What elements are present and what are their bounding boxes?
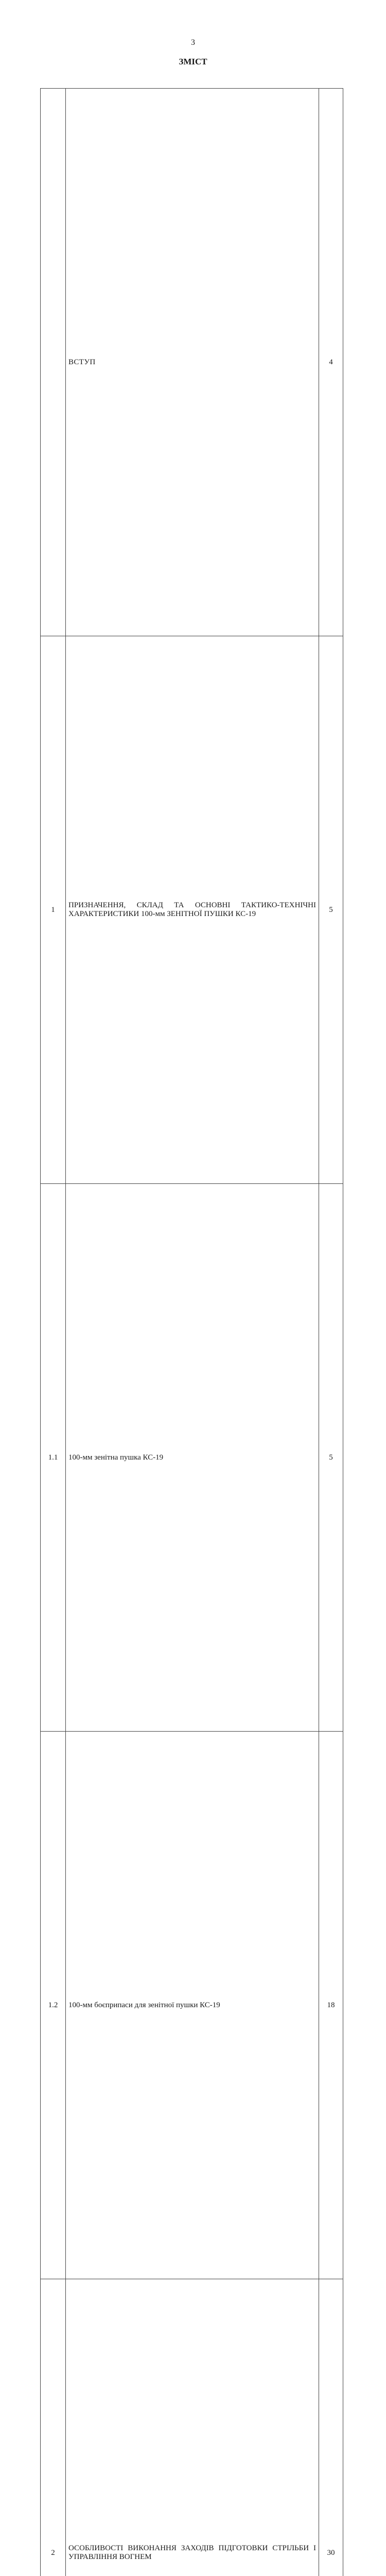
toc-row[interactable] bbox=[41, 1184, 343, 1732]
page-number: 3 bbox=[0, 38, 386, 47]
toc-row[interactable] bbox=[41, 1732, 343, 2279]
toc-row[interactable] bbox=[41, 89, 343, 636]
toc-row-number: 2 bbox=[41, 2279, 66, 2576]
toc-row-page: 4 bbox=[319, 89, 343, 636]
toc-row-number: 1 bbox=[41, 636, 66, 1184]
table-of-contents bbox=[40, 88, 343, 2576]
toc-row-title: ВСТУП bbox=[66, 89, 319, 636]
toc-row-number: 1.1 bbox=[41, 1184, 66, 1732]
toc-row[interactable] bbox=[41, 2279, 343, 2576]
toc-row-title: 100-мм боєприпаси для зенітної пушки КС-19 bbox=[66, 1732, 319, 2279]
toc-row-title: ОСОБЛИВОСТІ ВИКОНАННЯ ЗАХОДІВ ПІДГОТОВКИ СТРІЛЬБИ І УПРАВЛІННЯ ВОГНЕМ bbox=[66, 2279, 319, 2576]
toc-row-page: 18 bbox=[319, 1732, 343, 2279]
page-title: ЗМІСТ bbox=[0, 57, 386, 67]
toc-row-page: 5 bbox=[319, 636, 343, 1184]
document-page bbox=[0, 0, 386, 546]
toc-row-page: 5 bbox=[319, 1184, 343, 1732]
toc-row-number: 1.2 bbox=[41, 1732, 66, 2279]
toc-row-number bbox=[41, 89, 66, 636]
toc-row-page: 30 bbox=[319, 2279, 343, 2576]
toc-row-title: ПРИЗНАЧЕННЯ, СКЛАД ТА ОСНОВНІ ТАКТИКО-ТЕХНІЧНІ ХАРАКТЕРИСТИКИ 100-мм ЗЕНІТНОЇ ПУШКИ КС-19 bbox=[66, 636, 319, 1184]
toc-row-title: 100-мм зенітна пушка КС-19 bbox=[66, 1184, 319, 1732]
toc-row[interactable] bbox=[41, 636, 343, 1184]
